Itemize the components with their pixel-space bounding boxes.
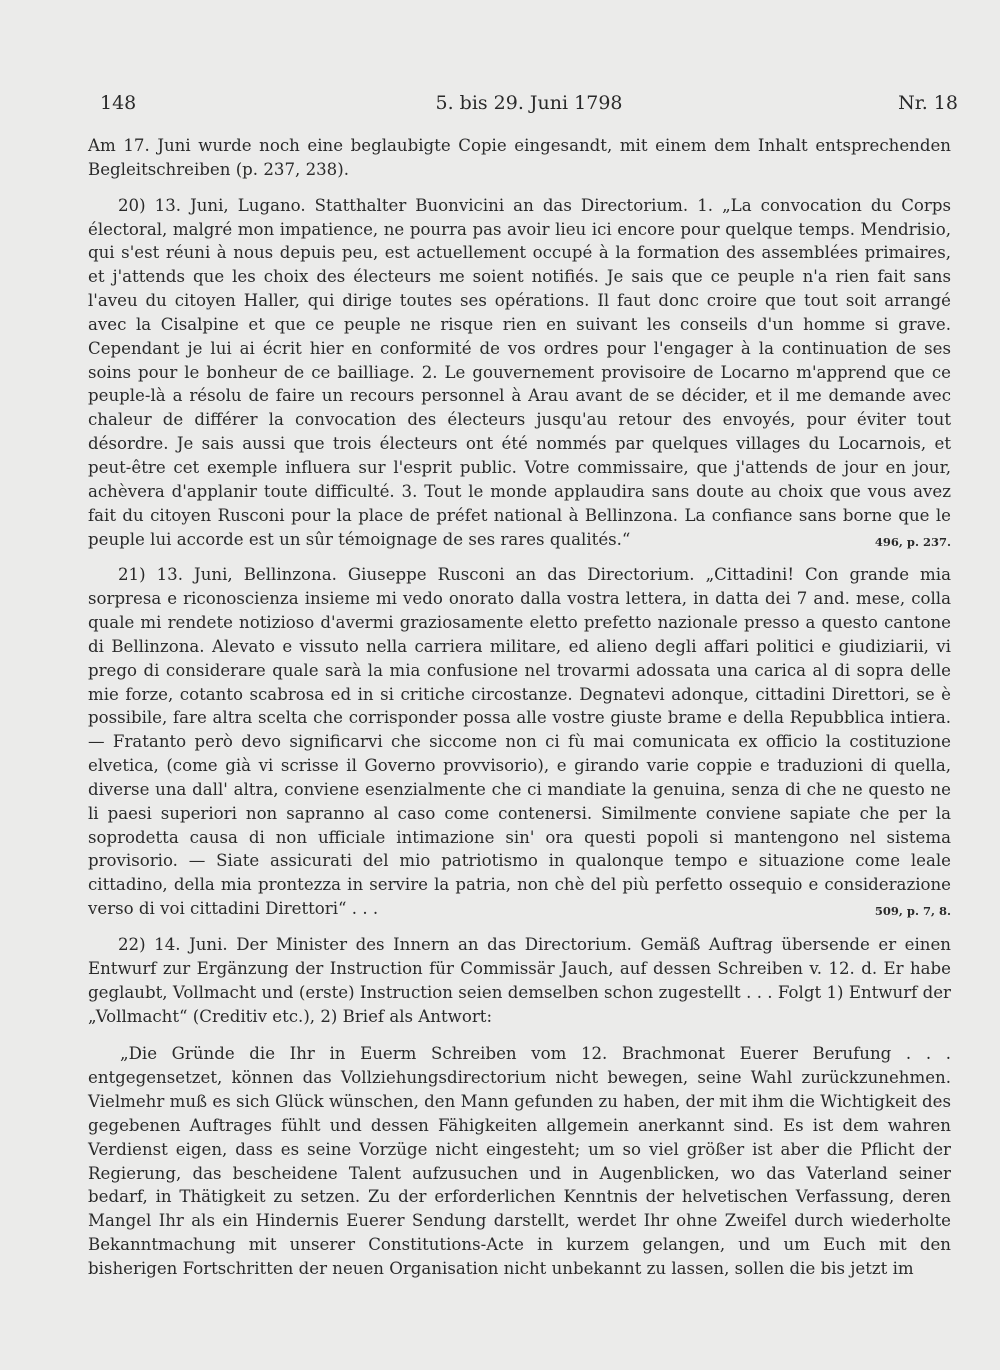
paragraph-text: 21) 13. Juni, Bellinzona. Giuseppe Rusconi an das Directorium. „Cittadini! Con grande mia sorpresa e riconoscienza insieme mi vedo onorato dalla vostra lettera, in datta dei 7 and. mese, colla quale mi rendete notizioso d'avermi graziosamente eletto prefetto nazionale presso a questo cantone di Bellinzona. Alevato e vissuto nella carriera militare, ed alieno degli affari politici e giudiziarii, vi prego di considerare quale sarà la mia confusione nel trovarmi adossata una carica al di sopra delle mie forze, cotanto scabrosa ed in si critiche circostanze. Degnatevi adonque, cittadini Direttori, se è possibile, fare altra scelta che corrisponder possa alle vostre giuste brame e della Repubblica intiera. — Fratanto però devo significarvi che siccome non ci fù mai comunicata ex officio la costituzione elvetica, (come già vi scrisse il Governo provvisorio), e girando varie coppie e traduzioni di quella, diverse una dall' altra, conviene esenzialmente che ci mandiate la genuina, senza di che ne questo ne li paesi superiori non sapranno al caso come contenersi. Similmente conviene sapiate che per la soprodetta causa di non ufficiale intimazione sin' ora questi popoli si mantengono nel sistema provisorio. — Siate assicurati del mio patriotismo in qualonque tempo e situazione come leale cittadino, della mia prontezza in servire la patria, non chè del più perfetto ossequio e considerazione verso di voi cittadini Direttori“ . . . xyxy=(88,565,951,919)
paragraph-entry-20 xyxy=(88,194,951,552)
source-reference: 509, p. 7, 8. xyxy=(874,904,951,919)
paragraph-text: 20) 13. Juni, Lugano. Statthalter Buonvicini an das Directorium. 1. „La convocation du Corps électoral, malgré mon impatience, ne pourra pas avoir lieu ici encore pour quelque temps. Mendrisio, qui s'est réuni à nous depuis peu, est actuellement occupé à la formation des assemblées primaires, et j'attends que les choix des électeurs me soient notifiés. Je sais que ce peuple n'a rien fait sans l'aveu du citoyen Haller, qui dirige toutes ses opérations. Il faut donc croire que tout soit arrangé avec la Cisalpine et que ce peuple ne risque rien en suivant les conseils d'un homme si grave. Cependant je lui ai écrit hier en conformité de vos ordres pour l'engager à la continuation de ses soins pour le bonheur de ce bailliage. 2. Le gouvernement provisoire de Locarno m'apprend que ce peuple-là a résolu de faire un recours personnel à Arau avant de se décider, et il me demande avec chaleur de différer la convocation des électeurs jusqu'au retour des envoyés, pour éviter tout désordre. Je sais aussi que trois électeurs ont été nommés par quelques villages du Locarnois, et peut-être cet exemple influera sur l'esprit public. Votre commissaire, que j'attends de jour en jour, achèvera d'applanir toute difficulté. 3. Tout le monde applaudira sans doute au choix que vous avez fait du citoyen Rusconi pour la place de préfet national à Bellinzona. La confiance sans borne que le peuple lui accorde est un sûr témoignage de ses rares qualités.“ xyxy=(88,195,951,549)
paragraph-entry-22 xyxy=(88,933,951,1028)
header-date-range: 5. bis 29. Juni 1798 xyxy=(435,92,623,114)
source-reference: 496, p. 237. xyxy=(874,534,951,549)
running-header xyxy=(100,92,958,122)
paragraph-text: „Die Gründe die Ihr in Euerm Schreiben vom 12. Brachmonat Euerer Berufung . . . entgegensetzet, können das Vollziehungsdirectorium nicht bewegen, seine Wahl zurückzunehmen. Vielmehr muß es sich Glück wünschen, den Mann gefunden zu haben, der mit ihm die Wichtigkeit des gegebenen Auftrages fühlt und dessen Fähigkeiten allgemein anerkannt sind. Es ist dem wahren Verdienst eigen, dass es seine Vorzüge nicht eingesteht; um so viel größer ist aber die Pflicht der Regierung, das bescheidene Talent aufzusuchen und in Augenblicken, wo das Vaterland seiner bedarf, in Thätigkeit zu setzen. Zu der erforderlichen Kenntnis der helvetischen Verfassung, deren Mangel Ihr als ein Hindernis Euerer Sendung darstellt, werdet Ihr ohne Zweifel durch wiederholte Bekanntmachung mit unserer Constitutions-Acte in kurzem gelangen, und um Euch mit den bisherigen Fortschritten der neuen Organisation nicht unbekannt zu lassen, sollen die bis jetzt im xyxy=(88,1044,951,1278)
paragraph-text: Am 17. Juni wurde noch eine beglaubigte Copie eingesandt, mit einem dem Inhalt entsprechenden Begleitschreiben (p. 237, 238). xyxy=(88,136,951,179)
paragraph-entry-21 xyxy=(88,563,951,921)
paragraph-quoted-letter xyxy=(88,1042,951,1280)
paragraph-text: 22) 14. Juni. Der Minister des Innern an das Directorium. Gemäß Auftrag übersende er einen Entwurf zur Ergänzung der Instruction für Commissär Jauch, auf dessen Schreiben v. 12. d. Er habe geglaubt, Vollmacht und (erste) Instruction seien demselben schon zugestellt . . . Folgt 1) Entwurf der „Vollmacht“ (Creditiv etc.), 2) Brief als Antwort: xyxy=(88,935,951,1026)
document-number: Nr. 18 xyxy=(898,92,958,114)
paragraph-intro xyxy=(88,134,951,182)
page-number: 148 xyxy=(100,92,137,114)
body-text xyxy=(88,134,951,1281)
